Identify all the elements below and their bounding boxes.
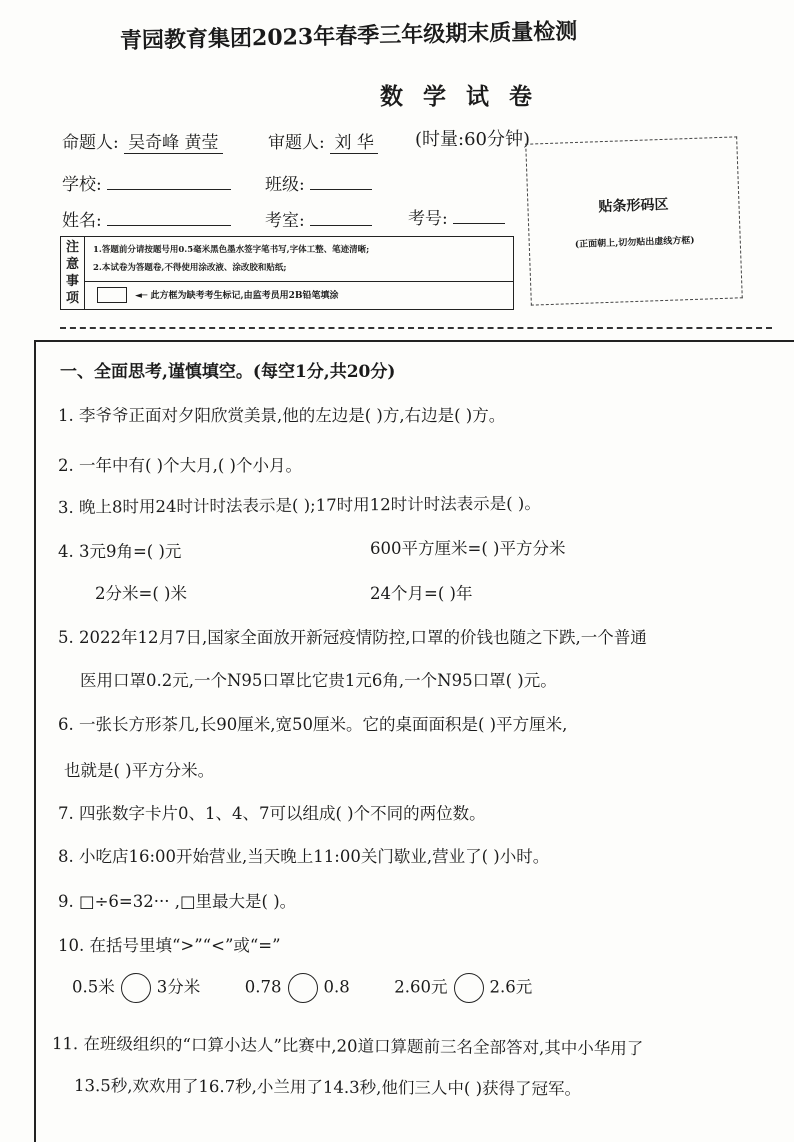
barcode-title: 贴条形码区 bbox=[598, 196, 669, 216]
barcode-note: (正面朝上,切勿贴出虚线方框) bbox=[574, 235, 695, 251]
question-9: 9. □÷6=32··· ,□里最大是( )。 bbox=[58, 892, 297, 911]
question-5b: 医用口罩0.2元,一个N95口罩比它贵1元6角,一个N95口罩( )元。 bbox=[80, 671, 557, 690]
name-field[interactable] bbox=[62, 206, 231, 231]
question-7: 7. 四张数字卡片0、1、4、7可以组成( )个不同的两位数。 bbox=[58, 804, 486, 823]
compare-a-left: 0.5米 bbox=[72, 977, 115, 997]
author-line bbox=[62, 128, 223, 154]
question-11a: 11. 在班级组织的“口算小达人”比赛中,20道口算题前三名全部答对,其中小华用了 bbox=[51, 1034, 644, 1059]
question-4b: 600平方厘米=( )平方分米 bbox=[370, 539, 566, 558]
question-4d: 24个月=( )年 bbox=[370, 584, 473, 603]
question-1: 1. 李爷爷正面对夕阳欣赏美景,他的左边是( )方,右边是( )方。 bbox=[58, 406, 506, 425]
notice-side-label: 注 意 事 项 bbox=[61, 237, 85, 309]
exam-subtitle: 数 学 试 卷 bbox=[380, 83, 539, 110]
question-11b: 13.5秒,欢欢用了16.7秒,小兰用了14.3秒,他们三人中( )获得了冠军。 bbox=[73, 1076, 582, 1099]
compare-c-circle[interactable] bbox=[454, 973, 484, 1003]
class-label: 班级: bbox=[265, 175, 305, 195]
question-5a: 5. 2022年12月7日,国家全面放开新冠疫情防控,口罩的价钱也随之下跌,一个普通 bbox=[58, 628, 647, 647]
name-label: 姓名: bbox=[62, 211, 102, 231]
compare-b-right: 0.8 bbox=[323, 977, 350, 997]
room-blank[interactable] bbox=[310, 225, 372, 226]
school-label: 学校: bbox=[62, 175, 102, 195]
reviewer-line bbox=[268, 128, 378, 154]
class-field[interactable] bbox=[265, 170, 372, 195]
room-field[interactable] bbox=[265, 206, 372, 231]
section-heading: 一、全面思考,谨慎填空。(每空1分,共20分) bbox=[60, 362, 396, 382]
compare-c-left: 2.60元 bbox=[394, 977, 448, 997]
question-4a: 4. 3元9角=( )元 bbox=[58, 542, 182, 561]
question-6a: 6. 一张长方形茶几,长90厘米,宽50厘米。它的桌面面积是( )平方厘米, bbox=[58, 715, 568, 734]
absent-mark-box[interactable] bbox=[97, 287, 127, 303]
question-3: 3. 晚上8时用24时计时法表示是( );17时用12时计时法表示是( )。 bbox=[57, 493, 541, 517]
author-value: 吴奇峰 黄莹 bbox=[124, 128, 222, 154]
number-label: 考号: bbox=[408, 209, 448, 229]
compare-a-right: 3分米 bbox=[156, 977, 201, 997]
time-note: (时量:60分钟) bbox=[415, 129, 531, 150]
cut-line bbox=[60, 327, 772, 329]
exam-title: 青园教育集团2023年春季三年级期末质量检测 bbox=[119, 18, 578, 54]
notice-line-2: 2.本试卷为答题卷,不得使用涂改液、涂改胶和贴纸; bbox=[93, 263, 287, 273]
school-blank[interactable] bbox=[107, 189, 231, 190]
reviewer-label: 审题人: bbox=[268, 133, 325, 153]
arrow-left-icon: ◄─ bbox=[135, 291, 148, 301]
question-8: 8. 小吃店16:00开始营业,当天晚上11:00关门歇业,营业了( )小时。 bbox=[58, 847, 550, 866]
notice-box bbox=[60, 236, 514, 310]
number-field[interactable] bbox=[408, 204, 505, 229]
name-blank[interactable] bbox=[107, 225, 231, 226]
compare-b-left: 0.78 bbox=[244, 977, 282, 997]
room-label: 考室: bbox=[265, 211, 305, 231]
compare-c-right: 2.6元 bbox=[489, 977, 533, 997]
compare-a-circle[interactable] bbox=[121, 973, 151, 1003]
reviewer-value: 刘 华 bbox=[330, 128, 378, 154]
notice-line-1: 1.答题前分请按题号用0.5毫米黑色墨水签字笔书写,字体工整、笔迹清晰; bbox=[93, 245, 370, 255]
class-blank[interactable] bbox=[310, 189, 372, 190]
author-label: 命题人: bbox=[62, 133, 119, 153]
school-field[interactable] bbox=[62, 170, 231, 195]
question-2: 2. 一年中有( )个大月,( )个小月。 bbox=[58, 456, 302, 475]
compare-b-circle[interactable] bbox=[288, 973, 318, 1003]
number-blank[interactable] bbox=[453, 223, 505, 224]
question-6b: 也就是( )平方分米。 bbox=[64, 761, 215, 780]
question-10: 10. 在括号里填“>”“<”或“=” bbox=[58, 936, 281, 955]
notice-divider bbox=[85, 281, 513, 282]
compare-row bbox=[72, 973, 532, 1003]
question-4c: 2分米=( )米 bbox=[95, 584, 187, 603]
absent-mark-note: ◄─ 此方框为缺考考生标记,由监考员用2B铅笔填涂 bbox=[135, 291, 339, 301]
barcode-area bbox=[525, 136, 743, 305]
